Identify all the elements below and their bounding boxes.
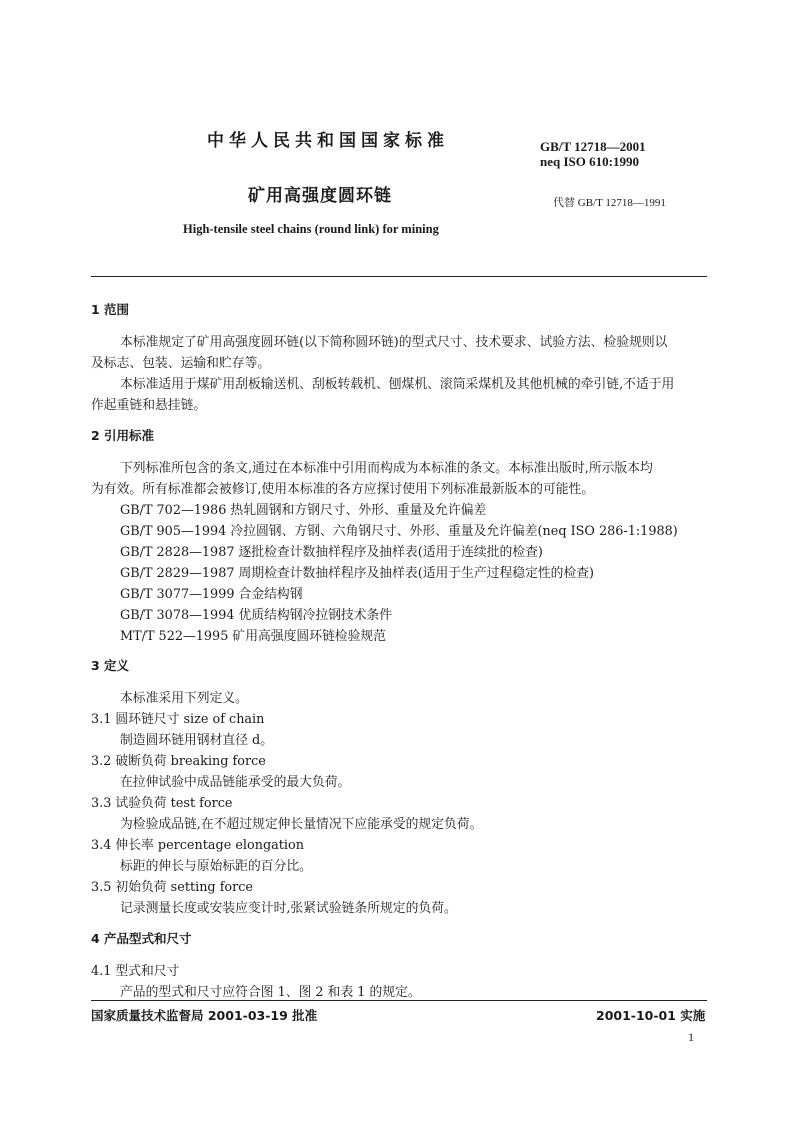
- section-1-para-1-line-2: 及标志、包装、运输和贮存等。: [91, 356, 271, 371]
- page-number: 1: [688, 1030, 694, 1044]
- reference-item: GB/T 3078—1994 优质结构钢冷拉钢技术条件: [120, 608, 393, 623]
- definition-description: 记录测量长度或安装应变计时,张紧试验链条所规定的负荷。: [120, 901, 457, 916]
- reference-item: GB/T 702—1986 热轧圆钢和方钢尺寸、外形、重量及允许偏差: [120, 503, 487, 518]
- section-4-1-heading: 4.1 型式和尺寸: [91, 964, 180, 979]
- section-2-heading: 2 引用标准: [91, 428, 155, 443]
- section-1-para-2-line-1: 本标准适用于煤矿用刮板输送机、刮板转载机、刨煤机、滚筒采煤机及其他机械的牵引链,不适于用: [120, 377, 675, 392]
- section-3-intro: 本标准采用下列定义。: [120, 691, 248, 706]
- definition-term: 3.4 伸长率 percentage elongation: [91, 838, 304, 853]
- section-1-para-2-line-2: 作起重链和悬挂链。: [91, 398, 207, 413]
- document-title: 矿用高强度圆环链: [248, 186, 392, 206]
- reference-item: MT/T 522—1995 矿用高强度圆环链检验规范: [120, 629, 386, 644]
- english-title: High-tensile steel chains (round link) for mining: [183, 222, 439, 236]
- definition-description: 制造圆环链用钢材直径 d。: [120, 733, 274, 748]
- section-1-heading: 1 范围: [91, 302, 130, 317]
- definition-term: 3.2 破断负荷 breaking force: [91, 754, 266, 769]
- section-2-para-line-2: 为有效。所有标准都会被修订,使用本标准的各方应探讨使用下列标准最新版本的可能性。: [91, 482, 595, 497]
- definition-term: 3.5 初始负荷 setting force: [91, 880, 253, 895]
- footer-divider: [91, 1000, 707, 1001]
- definition-term: 3.3 试验负荷 test force: [91, 796, 233, 811]
- definition-description: 标距的伸长与原始标距的百分比。: [120, 859, 312, 874]
- standard-code-line-2: neq ISO 610:1990: [540, 154, 639, 169]
- standard-code-line-1: GB/T 12718—2001: [540, 139, 646, 154]
- reference-item: GB/T 2829—1987 周期检查计数抽样程序及抽样表(适用于生产过程稳定性的检查): [120, 566, 595, 581]
- national-standard-label: 中华人民共和国国家标准: [207, 131, 449, 151]
- replaces-standard: 代替 GB/T 12718—1991: [553, 197, 666, 209]
- standard-code: [540, 139, 646, 169]
- section-4-heading: 4 产品型式和尺寸: [91, 931, 192, 946]
- section-3-heading: 3 定义: [91, 658, 130, 673]
- header-divider: [91, 276, 707, 277]
- reference-item: GB/T 905—1994 冷拉圆钢、方钢、六角钢尺寸、外形、重量及允许偏差(neq ISO 286-1:1988): [120, 524, 678, 539]
- definition-description: 在拉伸试验中成品链能承受的最大负荷。: [120, 775, 351, 790]
- definition-description: 为检验成品链,在不超过规定伸长量情况下应能承受的规定负荷。: [120, 817, 483, 832]
- section-2-para-line-1: 下列标准所包含的条文,通过在本标准中引用而构成为本标准的条文。本标准出版时,所示版本均: [120, 461, 653, 476]
- issuer-approval: 国家质量技术监督局 2001-03-19 批准: [91, 1008, 318, 1023]
- definition-term: 3.1 圆环链尺寸 size of chain: [91, 712, 265, 727]
- section-1-para-1-line-1: 本标准规定了矿用高强度圆环链(以下简称圆环链)的型式尺寸、技术要求、试验方法、检验规则以: [120, 335, 668, 350]
- reference-item: GB/T 2828—1987 逐批检查计数抽样程序及抽样表(适用于连续批的检查): [120, 545, 543, 560]
- effective-date: 2001-10-01 实施: [596, 1008, 706, 1023]
- section-4-1-para: 产品的型式和尺寸应符合图 1、图 2 和表 1 的规定。: [120, 985, 421, 1000]
- reference-item: GB/T 3077—1999 合金结构钢: [120, 587, 303, 602]
